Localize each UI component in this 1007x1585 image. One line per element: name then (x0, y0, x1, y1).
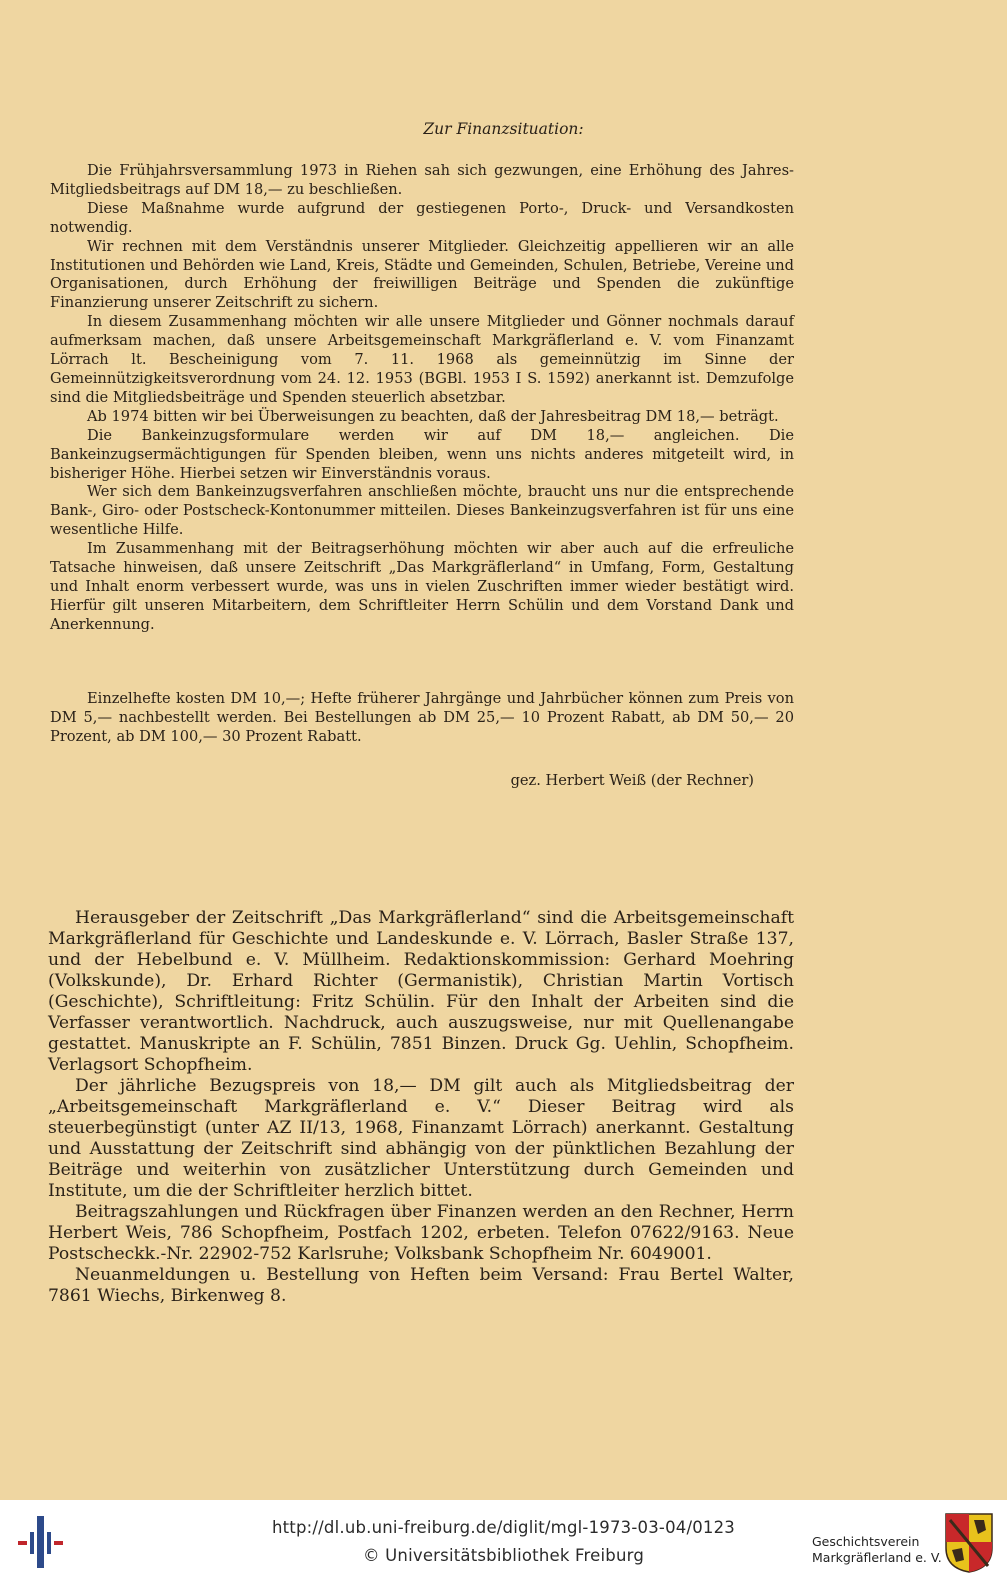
paragraph: Neuanmeldungen u. Bestellung von Heften beim Versand: Frau Bertel Walter, 7861 Wiechs, Birkenweg 8. (48, 1265, 794, 1306)
paragraph: Beitragszahlungen und Rückfragen über Finanzen werden an den Rechner, Herrn Herbert Weis, 786 Schopfheim, Postfach 1202, erbeten. Telefon 07622/9163. Neue Postscheckk.-Nr. 22902-752 Karlsruhe; Volksbank Schopfheim Nr. 6049001. (48, 1202, 794, 1264)
prices-text (50, 690, 794, 747)
paragraph: In diesem Zusammenhang möchten wir alle unsere Mitglieder und Gönner nochmals darauf aufmerksam machen, daß unsere Arbeitsgemeinschaft Markgräflerland e. V. vom Finanzamt Lörrach lt. Bescheinigung vom 7. 11. 1968 als gemeinnützig im Sinne der Gemeinnützigkeitsverordnung vom 24. 12. 1953 (BGBl. 1953 I S. 1592) anerkannt ist. Demzufolge sind die Mitgliedsbeiträge und Spenden steuerlich absetzbar. (50, 313, 794, 406)
paragraph: Der jährliche Bezugspreis von 18,— DM gilt auch als Mitgliedsbeitrag der „Arbeitsgemeinschaft Markgräflerland e. V.“ Dieser Beitrag wird als steuerbegünstigt (unter AZ II/13, 1968, Finanzamt Lörrach) anerkannt. Gestaltung und Ausstattung der Zeitschrift sind abhängig von der pünktlichen Bezahlung der Beiträge und weiterhin von zusätzlicher Unterstützung durch Gemeinden und Institute, um die der Schriftleiter herzlich bittet. (48, 1076, 794, 1201)
paragraph: Im Zusammenhang mit der Beitragserhöhung möchten wir aber auch auf die erfreuliche Tatsache hinweisen, daß unsere Zeitschrift „Das Markgräflerland“ in Umfang, Form, Gestaltung und Inhalt enorm verbessert wurde, was uns in vielen Zuschriften immer wieder bestätigt wird. Hierfür gilt unseren Mitarbeitern, dem Schriftleiter Herrn Schülin und dem Vorstand Dank und Anerkennung. (50, 540, 794, 633)
copyright-text: © Universitätsbibliothek Freiburg (362, 1546, 644, 1565)
society-name (812, 1534, 942, 1566)
society-name-line: Geschichtsverein (812, 1534, 920, 1549)
signature: gez. Herbert Weiß (der Rechner) (510, 772, 754, 789)
paragraph: Einzelhefte kosten DM 10,—; Hefte früherer Jahrgänge und Jahrbücher können zum Preis von DM 5,— nachbestellt werden. Bei Bestellungen ab DM 25,— 10 Prozent Rabatt, ab DM 50,— 20 Prozent, ab DM 100,— 30 Prozent Rabatt. (50, 690, 794, 745)
source-url-link[interactable]: http://dl.ub.uni-freiburg.de/diglit/mgl-1973-03-04/0123 (271, 1518, 736, 1537)
footer-bar (0, 1500, 1007, 1585)
imprint-text (48, 908, 794, 1307)
paragraph: Ab 1974 bitten wir bei Überweisungen zu beachten, daß der Jahresbeitrag DM 18,— beträgt. (87, 407, 779, 425)
society-name-line: Markgräflerland e. V. (812, 1550, 942, 1565)
paragraph: Wir rechnen mit dem Verständnis unserer Mitglieder. Gleichzeitig appellieren wir an alle Institutionen und Behörden wie Land, Kreis, Städte und Gemeinden, Schulen, Betriebe, Vereine und Organisationen, durch Erhöhung der freiwilligen Beiträge und Spenden die zukünftige Finanzierung unserer Zeitschrift zu sichern. (50, 237, 794, 312)
finance-text (50, 162, 794, 635)
paragraph: Herausgeber der Zeitschrift „Das Markgräflerland“ sind die Arbeitsgemeinschaft Markgräflerland für Geschichte und Landeskunde e. V. Lörrach, Basler Straße 137, und der Hebelbund e. V. Müllheim. Redaktionskommission: Gerhard Moehring (Volkskunde), Dr. Erhard Richter (Germanistik), Christian Martin Vortisch (Geschichte), Schriftleitung: Fritz Schülin. Für den Inhalt der Arbeiten sind die Verfasser verantwortlich. Nachdruck, auch auszugsweise, nur mit Quellenangabe gestattet. Manuskripte an F. Schülin, 7851 Binzen. Druck Gg. Uehlin, Schopfheim. Verlagsort Schopfheim. (48, 908, 794, 1075)
section-heading: Zur Finanzsituation: (423, 120, 584, 138)
coat-of-arms-icon (944, 1512, 994, 1574)
paragraph: Die Bankeinzugsformulare werden wir auf DM 18,— angleichen. Die Bankeinzugsermächtigungen für Spenden bleiben, wenn uns nichts anderes mitgeteilt wird, in bisheriger Höhe. Hierbei setzen wir Einverständnis voraus. (50, 426, 794, 482)
paragraph: Wer sich dem Bankeinzugsverfahren anschließen möchte, braucht uns nur die entsprechende Bank-, Giro- oder Postscheck-Kontonummer mitteilen. Dieses Bankeinzugsverfahren ist für uns eine wesentliche Hilfe. (50, 483, 794, 539)
paragraph: Die Frühjahrsversammlung 1973 in Riehen sah sich gezwungen, eine Erhöhung des Jahres-Mitgliedsbeitrags auf DM 18,— zu beschließen. (50, 162, 794, 198)
paragraph: Diese Maßnahme wurde aufgrund der gestiegenen Porto-, Druck- und Versandkosten notwendig. (50, 199, 794, 236)
